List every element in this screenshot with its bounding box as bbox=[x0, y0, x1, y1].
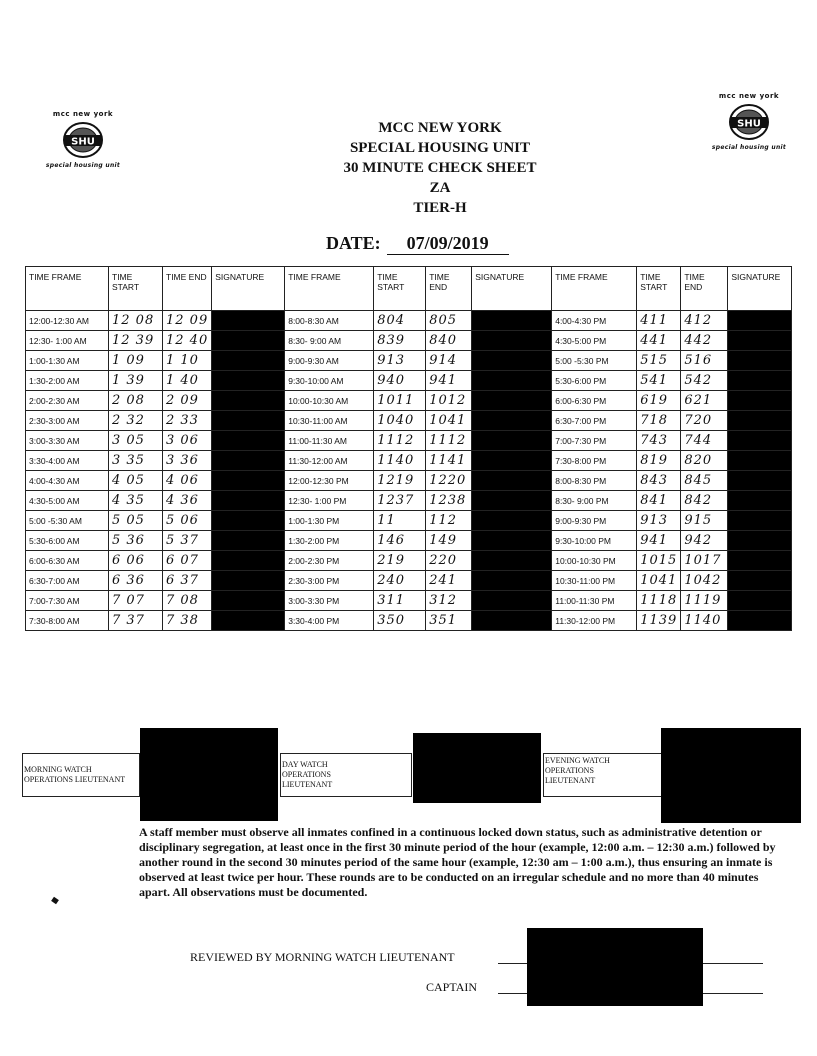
time-start-cell: 1011 bbox=[374, 391, 426, 411]
instructions-paragraph: A staff member must observe all inmates confined in a continuous locked down status, such as administrative detention or disciplinary segregation, at least once in the first 30 minute period of the hour (example, 12:00 a.m. – 12:30 a.m.) followed by another round in the second 30 minutes period of the same hour (example, 12:30 am – 1:00 a.m.), thus ensuring an inmate is observed at least twice per hour. These rounds are to be conducted on an irregular schedule and no more than 40 minutes apart. All observations must be documented. bbox=[139, 825, 776, 899]
time-start-cell: 6 36 bbox=[109, 571, 163, 591]
time-frame-cell: 7:00-7:30 AM bbox=[26, 591, 109, 611]
time-start-cell: 1 09 bbox=[109, 351, 163, 371]
time-end-cell: 516 bbox=[681, 351, 728, 371]
time-start-cell: 12 08 bbox=[109, 311, 163, 331]
time-start-cell: 940 bbox=[374, 371, 426, 391]
table-row bbox=[26, 351, 792, 371]
table-row bbox=[26, 411, 792, 431]
time-end-cell: 241 bbox=[426, 571, 472, 591]
time-start-cell: 941 bbox=[637, 531, 681, 551]
signature-redacted bbox=[212, 531, 285, 551]
time-start-cell: 350 bbox=[374, 611, 426, 631]
signature-redacted bbox=[212, 311, 285, 331]
table-row bbox=[26, 311, 792, 331]
time-end-cell: 2 09 bbox=[163, 391, 212, 411]
time-start-cell: 5 36 bbox=[109, 531, 163, 551]
time-frame-cell: 10:30-11:00 AM bbox=[285, 411, 374, 431]
table-row bbox=[26, 531, 792, 551]
redaction-block bbox=[413, 733, 541, 803]
time-frame-cell: 11:30-12:00 AM bbox=[285, 451, 374, 471]
time-start-cell: 12 39 bbox=[109, 331, 163, 351]
check-sheet-table bbox=[25, 266, 792, 631]
table-row bbox=[26, 491, 792, 511]
signature-redacted bbox=[212, 611, 285, 631]
date-value: 07/09/2019 bbox=[387, 233, 509, 255]
time-start-cell: 1112 bbox=[374, 431, 426, 451]
time-start-cell: 743 bbox=[637, 431, 681, 451]
shu-badge-icon bbox=[727, 102, 771, 142]
signature-redacted bbox=[728, 431, 792, 451]
table-row bbox=[26, 571, 792, 591]
time-frame-cell: 3:00-3:30 PM bbox=[285, 591, 374, 611]
signature-redacted bbox=[728, 551, 792, 571]
time-end-cell: 942 bbox=[681, 531, 728, 551]
time-start-cell: 4 35 bbox=[109, 491, 163, 511]
signature-redacted bbox=[472, 511, 552, 531]
signature-redacted bbox=[472, 331, 552, 351]
time-start-cell: 146 bbox=[374, 531, 426, 551]
time-frame-cell: 12:00-12:30 PM bbox=[285, 471, 374, 491]
time-end-cell: 845 bbox=[681, 471, 728, 491]
time-end-cell: 7 38 bbox=[163, 611, 212, 631]
signature-redacted bbox=[472, 451, 552, 471]
col-header-time-frame: TIME FRAME bbox=[552, 267, 637, 311]
time-start-cell: 1219 bbox=[374, 471, 426, 491]
time-end-cell: 840 bbox=[426, 331, 472, 351]
time-end-cell: 6 07 bbox=[163, 551, 212, 571]
time-frame-cell: 4:30-5:00 PM bbox=[552, 331, 637, 351]
signature-redacted bbox=[472, 571, 552, 591]
redaction-block bbox=[661, 728, 801, 823]
time-end-cell: 542 bbox=[681, 371, 728, 391]
table-row bbox=[26, 371, 792, 391]
time-frame-cell: 6:00-6:30 AM bbox=[26, 551, 109, 571]
table-header-row bbox=[26, 267, 792, 311]
header-unit: SPECIAL HOUSING UNIT bbox=[349, 140, 531, 156]
time-end-cell: 4 06 bbox=[163, 471, 212, 491]
time-frame-cell: 3:00-3:30 AM bbox=[26, 431, 109, 451]
col-header-signature: SIGNATURE bbox=[212, 267, 285, 311]
time-end-cell: 1119 bbox=[681, 591, 728, 611]
time-start-cell: 1140 bbox=[374, 451, 426, 471]
signature-redacted bbox=[728, 411, 792, 431]
time-start-cell: 541 bbox=[637, 371, 681, 391]
signature-redacted bbox=[728, 531, 792, 551]
time-start-cell: 1040 bbox=[374, 411, 426, 431]
signature-redacted bbox=[728, 511, 792, 531]
time-end-cell: 1041 bbox=[426, 411, 472, 431]
time-frame-cell: 6:30-7:00 PM bbox=[552, 411, 637, 431]
logo-top-text: mcc new york bbox=[718, 92, 780, 100]
time-start-cell: 1015 bbox=[637, 551, 681, 571]
time-end-cell: 720 bbox=[681, 411, 728, 431]
logo-badge-text: SHU bbox=[737, 118, 761, 130]
shu-badge-icon bbox=[61, 120, 105, 160]
col-header-time-end: TIME END bbox=[681, 267, 728, 311]
time-start-cell: 1237 bbox=[374, 491, 426, 511]
signature-redacted bbox=[472, 351, 552, 371]
time-start-cell: 5 05 bbox=[109, 511, 163, 531]
time-start-cell: 1139 bbox=[637, 611, 681, 631]
time-frame-cell: 12:30- 1:00 PM bbox=[285, 491, 374, 511]
time-frame-cell: 5:00 -5:30 AM bbox=[26, 511, 109, 531]
time-start-cell: 913 bbox=[637, 511, 681, 531]
signature-redacted bbox=[472, 471, 552, 491]
col-header-signature: SIGNATURE bbox=[728, 267, 792, 311]
time-frame-cell: 4:00-4:30 PM bbox=[552, 311, 637, 331]
time-end-cell: 5 06 bbox=[163, 511, 212, 531]
time-start-cell: 2 08 bbox=[109, 391, 163, 411]
time-frame-cell: 9:00-9:30 PM bbox=[552, 511, 637, 531]
signature-redacted bbox=[472, 551, 552, 571]
time-start-cell: 240 bbox=[374, 571, 426, 591]
signature-redacted bbox=[472, 531, 552, 551]
signature-redacted bbox=[472, 371, 552, 391]
time-frame-cell: 1:00-1:30 AM bbox=[26, 351, 109, 371]
time-start-cell: 839 bbox=[374, 331, 426, 351]
time-end-cell: 220 bbox=[426, 551, 472, 571]
time-start-cell: 1118 bbox=[637, 591, 681, 611]
time-frame-cell: 9:30-10:00 PM bbox=[552, 531, 637, 551]
time-end-cell: 7 08 bbox=[163, 591, 212, 611]
time-end-cell: 820 bbox=[681, 451, 728, 471]
time-end-cell: 442 bbox=[681, 331, 728, 351]
col-header-time-end: TIME END bbox=[163, 267, 212, 311]
logo-bottom-text: special housing unit bbox=[711, 144, 787, 151]
time-frame-cell: 10:30-11:00 PM bbox=[552, 571, 637, 591]
time-frame-cell: 4:00-4:30 AM bbox=[26, 471, 109, 491]
table-row bbox=[26, 391, 792, 411]
signature-redacted bbox=[212, 571, 285, 591]
signature-redacted bbox=[728, 571, 792, 591]
time-start-cell: 841 bbox=[637, 491, 681, 511]
time-end-cell: 12 09 bbox=[163, 311, 212, 331]
signature-redacted bbox=[472, 411, 552, 431]
signature-redacted bbox=[212, 551, 285, 571]
time-end-cell: 744 bbox=[681, 431, 728, 451]
table-row bbox=[26, 451, 792, 471]
time-frame-cell: 8:30- 9:00 AM bbox=[285, 331, 374, 351]
time-start-cell: 7 07 bbox=[109, 591, 163, 611]
col-header-time-frame: TIME FRAME bbox=[285, 267, 374, 311]
logo-badge-text: SHU bbox=[71, 136, 95, 148]
time-end-cell: 3 06 bbox=[163, 431, 212, 451]
time-frame-cell: 12:00-12:30 AM bbox=[26, 311, 109, 331]
signature-redacted bbox=[212, 591, 285, 611]
time-start-cell: 219 bbox=[374, 551, 426, 571]
time-start-cell: 913 bbox=[374, 351, 426, 371]
time-end-cell: 2 33 bbox=[163, 411, 212, 431]
logo-top-text: mcc new york bbox=[52, 110, 114, 118]
time-end-cell: 915 bbox=[681, 511, 728, 531]
time-frame-cell: 7:30-8:00 PM bbox=[552, 451, 637, 471]
redaction-block bbox=[140, 728, 278, 821]
table-row bbox=[26, 591, 792, 611]
time-end-cell: 6 37 bbox=[163, 571, 212, 591]
time-end-cell: 1012 bbox=[426, 391, 472, 411]
time-start-cell: 804 bbox=[374, 311, 426, 331]
time-frame-cell: 8:30- 9:00 PM bbox=[552, 491, 637, 511]
table-row bbox=[26, 551, 792, 571]
time-start-cell: 411 bbox=[637, 311, 681, 331]
time-frame-cell: 11:00-11:30 PM bbox=[552, 591, 637, 611]
time-frame-cell: 7:30-8:00 AM bbox=[26, 611, 109, 631]
time-end-cell: 351 bbox=[426, 611, 472, 631]
time-end-cell: 1 40 bbox=[163, 371, 212, 391]
time-frame-cell: 2:00-2:30 AM bbox=[26, 391, 109, 411]
signature-redacted bbox=[212, 431, 285, 451]
time-frame-cell: 6:00-6:30 PM bbox=[552, 391, 637, 411]
time-end-cell: 1141 bbox=[426, 451, 472, 471]
time-frame-cell: 11:30-12:00 PM bbox=[552, 611, 637, 631]
morning-watch-label: MORNING WATCH OPERATIONS LIEUTENANT bbox=[24, 765, 126, 784]
time-end-cell: 1220 bbox=[426, 471, 472, 491]
time-start-cell: 718 bbox=[637, 411, 681, 431]
signature-redacted bbox=[212, 491, 285, 511]
time-frame-cell: 9:30-10:00 AM bbox=[285, 371, 374, 391]
time-end-cell: 1140 bbox=[681, 611, 728, 631]
day-watch-label: DAY WATCH OPERATIONS LIEUTENANT bbox=[282, 760, 333, 789]
time-start-cell: 311 bbox=[374, 591, 426, 611]
signature-redacted bbox=[212, 471, 285, 491]
signature-redacted bbox=[212, 331, 285, 351]
time-end-cell: 914 bbox=[426, 351, 472, 371]
time-frame-cell: 5:30-6:00 AM bbox=[26, 531, 109, 551]
col-header-time-start: TIME START bbox=[374, 267, 426, 311]
time-frame-cell: 7:00-7:30 PM bbox=[552, 431, 637, 451]
captain-label: CAPTAIN bbox=[426, 980, 478, 994]
time-end-cell: 1238 bbox=[426, 491, 472, 511]
header-sheet-title: 30 MINUTE CHECK SHEET bbox=[343, 160, 537, 176]
time-start-cell: 3 35 bbox=[109, 451, 163, 471]
col-header-time-frame: TIME FRAME bbox=[26, 267, 109, 311]
signature-redacted bbox=[212, 451, 285, 471]
time-frame-cell: 5:00 -5:30 PM bbox=[552, 351, 637, 371]
time-frame-cell: 10:00-10:30 AM bbox=[285, 391, 374, 411]
col-header-signature: SIGNATURE bbox=[472, 267, 552, 311]
time-end-cell: 842 bbox=[681, 491, 728, 511]
time-end-cell: 1 10 bbox=[163, 351, 212, 371]
time-start-cell: 4 05 bbox=[109, 471, 163, 491]
time-frame-cell: 3:30-4:00 AM bbox=[26, 451, 109, 471]
signature-redacted bbox=[728, 471, 792, 491]
time-end-cell: 412 bbox=[681, 311, 728, 331]
signature-redacted bbox=[472, 311, 552, 331]
time-frame-cell: 4:30-5:00 AM bbox=[26, 491, 109, 511]
time-frame-cell: 11:00-11:30 AM bbox=[285, 431, 374, 451]
time-frame-cell: 2:00-2:30 PM bbox=[285, 551, 374, 571]
time-end-cell: 149 bbox=[426, 531, 472, 551]
table-row bbox=[26, 511, 792, 531]
time-start-cell: 819 bbox=[637, 451, 681, 471]
time-start-cell: 619 bbox=[637, 391, 681, 411]
stray-mark bbox=[51, 897, 59, 905]
time-end-cell: 1017 bbox=[681, 551, 728, 571]
time-start-cell: 515 bbox=[637, 351, 681, 371]
time-start-cell: 3 05 bbox=[109, 431, 163, 451]
time-frame-cell: 3:30-4:00 PM bbox=[285, 611, 374, 631]
time-end-cell: 805 bbox=[426, 311, 472, 331]
time-end-cell: 5 37 bbox=[163, 531, 212, 551]
time-end-cell: 3 36 bbox=[163, 451, 212, 471]
time-start-cell: 1041 bbox=[637, 571, 681, 591]
time-frame-cell: 8:00-8:30 AM bbox=[285, 311, 374, 331]
document-header bbox=[250, 118, 630, 218]
time-frame-cell: 6:30-7:00 AM bbox=[26, 571, 109, 591]
time-end-cell: 112 bbox=[426, 511, 472, 531]
signature-redacted bbox=[212, 391, 285, 411]
time-start-cell: 441 bbox=[637, 331, 681, 351]
signature-redacted bbox=[728, 371, 792, 391]
col-header-time-end: TIME END bbox=[426, 267, 472, 311]
signature-redacted bbox=[728, 351, 792, 371]
header-tier: TIER-H bbox=[413, 200, 467, 216]
col-header-time-start: TIME START bbox=[109, 267, 163, 311]
table-row bbox=[26, 431, 792, 451]
evening-watch-label: EVENING WATCH OPERATIONS LIEUTENANT bbox=[545, 756, 610, 785]
col-header-time-start: TIME START bbox=[637, 267, 681, 311]
signature-redacted bbox=[728, 591, 792, 611]
time-frame-cell: 12:30- 1:00 AM bbox=[26, 331, 109, 351]
time-end-cell: 941 bbox=[426, 371, 472, 391]
time-start-cell: 6 06 bbox=[109, 551, 163, 571]
signature-redacted bbox=[728, 491, 792, 511]
signature-redacted bbox=[472, 431, 552, 451]
time-start-cell: 7 37 bbox=[109, 611, 163, 631]
time-end-cell: 1042 bbox=[681, 571, 728, 591]
time-start-cell: 11 bbox=[374, 511, 426, 531]
logo-bottom-text: special housing unit bbox=[45, 162, 121, 169]
signature-redacted bbox=[472, 591, 552, 611]
signature-redacted bbox=[728, 451, 792, 471]
shu-logo-left bbox=[28, 110, 138, 169]
time-start-cell: 2 32 bbox=[109, 411, 163, 431]
time-end-cell: 621 bbox=[681, 391, 728, 411]
signature-redacted bbox=[728, 331, 792, 351]
time-frame-cell: 8:00-8:30 PM bbox=[552, 471, 637, 491]
time-start-cell: 1 39 bbox=[109, 371, 163, 391]
time-end-cell: 1112 bbox=[426, 431, 472, 451]
signature-redacted bbox=[212, 411, 285, 431]
time-frame-cell: 2:30-3:00 AM bbox=[26, 411, 109, 431]
signature-redacted bbox=[728, 611, 792, 631]
signature-redacted bbox=[472, 391, 552, 411]
table-row bbox=[26, 331, 792, 351]
time-frame-cell: 1:00-1:30 PM bbox=[285, 511, 374, 531]
time-frame-cell: 1:30-2:00 PM bbox=[285, 531, 374, 551]
signature-redacted bbox=[728, 311, 792, 331]
time-start-cell: 843 bbox=[637, 471, 681, 491]
time-end-cell: 4 36 bbox=[163, 491, 212, 511]
redaction-block bbox=[527, 928, 703, 1006]
reviewed-by-label: REVIEWED BY MORNING WATCH LIEUTENANT bbox=[190, 950, 455, 964]
time-end-cell: 312 bbox=[426, 591, 472, 611]
signature-redacted bbox=[472, 491, 552, 511]
table-row bbox=[26, 611, 792, 631]
time-end-cell: 12 40 bbox=[163, 331, 212, 351]
time-frame-cell: 10:00-10:30 PM bbox=[552, 551, 637, 571]
time-frame-cell: 2:30-3:00 PM bbox=[285, 571, 374, 591]
time-frame-cell: 9:00-9:30 AM bbox=[285, 351, 374, 371]
time-frame-cell: 5:30-6:00 PM bbox=[552, 371, 637, 391]
signature-redacted bbox=[472, 611, 552, 631]
header-range: ZA bbox=[429, 180, 451, 196]
shu-logo-right bbox=[694, 92, 804, 151]
time-frame-cell: 1:30-2:00 AM bbox=[26, 371, 109, 391]
signature-redacted bbox=[212, 511, 285, 531]
table-row bbox=[26, 471, 792, 491]
signature-redacted bbox=[212, 351, 285, 371]
signature-redacted bbox=[728, 391, 792, 411]
date-line bbox=[326, 233, 509, 255]
header-facility: MCC NEW YORK bbox=[378, 120, 502, 136]
date-label: DATE: bbox=[326, 233, 381, 253]
signature-redacted bbox=[212, 371, 285, 391]
